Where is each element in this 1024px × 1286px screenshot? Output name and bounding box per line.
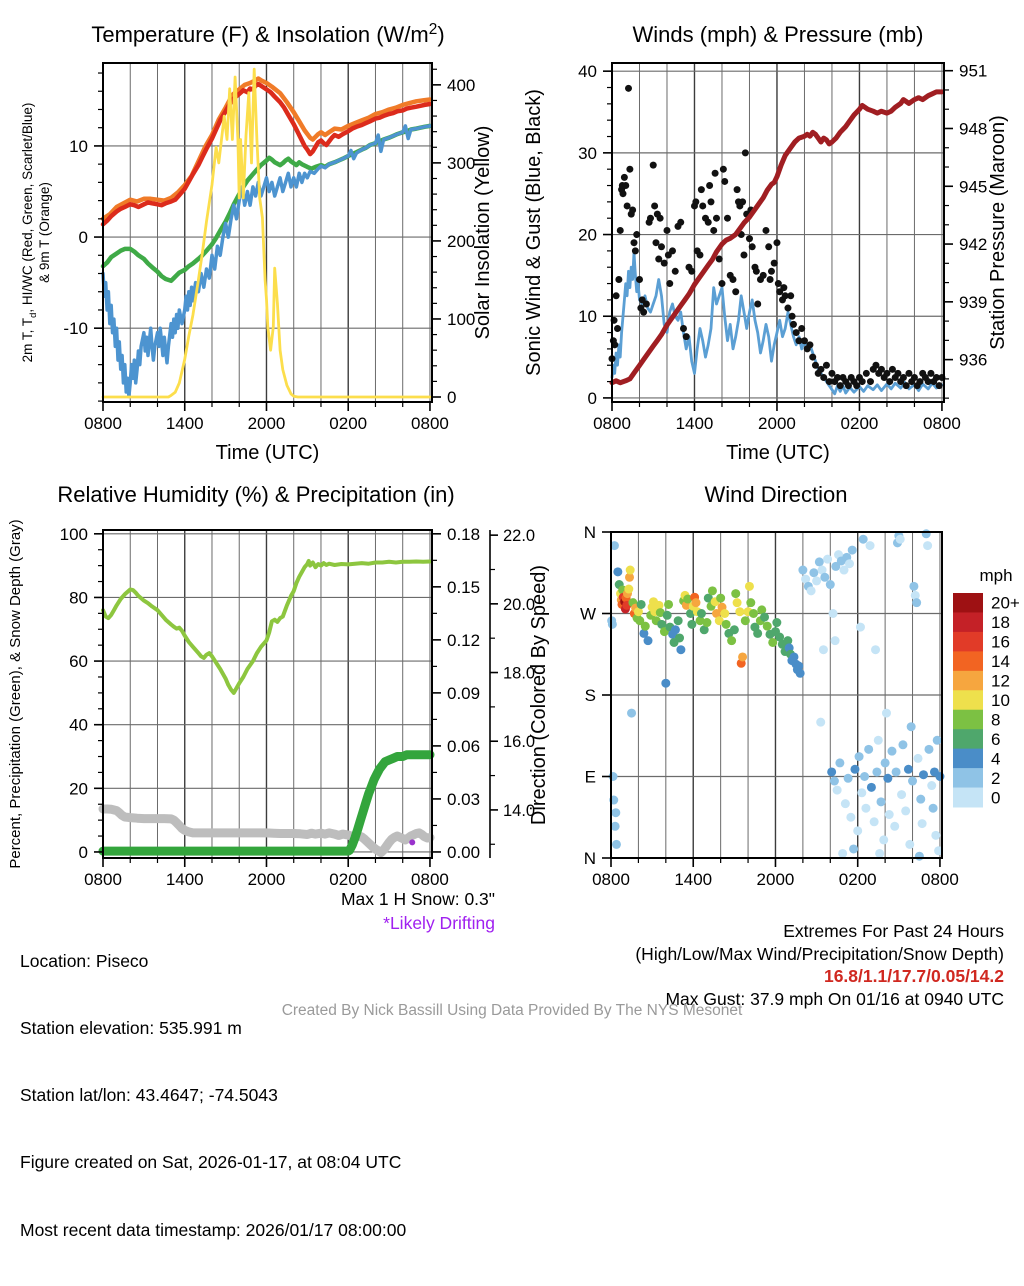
svg-text:948: 948 <box>959 119 988 139</box>
svg-text:18: 18 <box>991 613 1010 633</box>
svg-text:Relative Humidity (%) & Precip: Relative Humidity (%) & Precipitation (in) <box>57 482 455 507</box>
max-snow-label: Max 1 H Snow: 0.3" <box>340 889 495 909</box>
svg-text:0800: 0800 <box>411 870 449 889</box>
svg-text:Winds (mph) & Pressure (mb): Winds (mph) & Pressure (mb) <box>632 22 924 47</box>
extremes-subtitle: (High/Low/Max Wind/Precipitation/Snow Depth) <box>635 943 1004 964</box>
svg-text:Wind Direction: Wind Direction <box>704 482 848 507</box>
svg-text:10: 10 <box>991 691 1010 710</box>
svg-text:0: 0 <box>78 842 88 862</box>
svg-text:N: N <box>583 849 596 868</box>
svg-text:18.0: 18.0 <box>503 664 536 683</box>
svg-text:2: 2 <box>991 768 1001 788</box>
svg-text:12: 12 <box>991 671 1010 691</box>
svg-text:10: 10 <box>69 136 88 156</box>
snow-note <box>200 889 495 934</box>
svg-text:mph: mph <box>979 566 1013 585</box>
svg-text:Time (UTC): Time (UTC) <box>215 442 320 464</box>
svg-text:0.18: 0.18 <box>447 524 481 544</box>
svg-text:4: 4 <box>991 749 1001 769</box>
svg-text:2m T, Td, HI/WC (Red, Green, S: 2m T, $T_d$, HI/WC (Red, Green, Scarlet/Blue) <box>20 102 39 363</box>
svg-text:6: 6 <box>991 729 1001 749</box>
likely-drifting-label: *Likely Drifting <box>383 913 495 933</box>
svg-text:0800: 0800 <box>84 414 122 433</box>
svg-text:Temperature (F) & Insolation (: Temperature (F) & Insolation $(W/m^2)$ <box>91 21 445 47</box>
svg-text:2000: 2000 <box>756 870 795 889</box>
max-gust: Max Gust: 37.9 mph On 01/16 at 0940 UTC <box>665 988 1004 1009</box>
svg-text:20: 20 <box>578 225 597 245</box>
svg-text:Solar Insolation (Yellow): Solar Insolation (Yellow) <box>472 125 494 340</box>
extremes-summary <box>635 920 1004 1010</box>
temperature-insolation-chart <box>0 0 512 468</box>
svg-text:40: 40 <box>69 715 88 735</box>
svg-text:936: 936 <box>959 350 988 370</box>
svg-text:0.15: 0.15 <box>447 577 481 597</box>
credit-footer: Created By Nick Bassill Using Data Provided By The NYS Mesonet <box>281 1002 743 1019</box>
svg-text:0800: 0800 <box>84 870 122 889</box>
extremes-title: Extremes For Past 24 Hours <box>783 921 1004 941</box>
svg-text:60: 60 <box>69 652 88 672</box>
svg-text:942: 942 <box>959 235 988 255</box>
svg-text:0800: 0800 <box>411 414 449 433</box>
svg-text:0800: 0800 <box>593 414 631 433</box>
svg-text:200: 200 <box>447 231 476 251</box>
svg-text:0.06: 0.06 <box>447 736 481 756</box>
svg-text:400: 400 <box>447 75 476 95</box>
svg-text:0200: 0200 <box>329 414 368 433</box>
svg-text:0.03: 0.03 <box>447 789 481 809</box>
svg-text:0200: 0200 <box>840 414 879 433</box>
svg-text:20.0: 20.0 <box>503 595 536 614</box>
station-info <box>20 905 406 1286</box>
svg-text:20+: 20+ <box>991 593 1020 613</box>
humidity-precipitation-chart <box>0 468 536 900</box>
extremes-values: 16.8/1.1/17.7/0.05/14.2 <box>823 966 1004 987</box>
svg-text:S: S <box>584 686 596 705</box>
svg-text:1400: 1400 <box>165 414 204 433</box>
svg-text:22.0: 22.0 <box>503 527 536 546</box>
svg-text:& 9m T (Orange): & 9m T (Orange) <box>37 182 52 283</box>
svg-text:16.0: 16.0 <box>503 733 536 752</box>
svg-text:20: 20 <box>69 779 88 799</box>
svg-text:1400: 1400 <box>165 870 204 889</box>
svg-text:Station Pressure (Maroon): Station Pressure (Maroon) <box>987 115 1009 350</box>
svg-text:1400: 1400 <box>674 870 713 889</box>
svg-text:0: 0 <box>587 388 597 408</box>
data-timestamp: Most recent data timestamp: 2026/01/17 08:00:00 <box>20 1219 407 1240</box>
svg-text:945: 945 <box>959 177 988 197</box>
svg-text:80: 80 <box>69 588 88 608</box>
svg-text:14: 14 <box>991 652 1010 672</box>
svg-text:2000: 2000 <box>758 414 796 433</box>
svg-text:951: 951 <box>959 61 988 81</box>
svg-text:1400: 1400 <box>675 414 714 433</box>
svg-text:939: 939 <box>959 292 988 312</box>
svg-text:0800: 0800 <box>923 414 961 433</box>
svg-text:N: N <box>583 523 596 542</box>
svg-text:0: 0 <box>991 788 1001 808</box>
figure-created: Figure created on Sat, 2026-01-17, at 08:04 UTC <box>20 1152 402 1173</box>
svg-text:300: 300 <box>447 153 476 173</box>
winds-pressure-chart <box>512 0 1024 468</box>
svg-text:-10: -10 <box>63 319 88 339</box>
svg-text:0.09: 0.09 <box>447 683 481 703</box>
svg-text:Sonic Wind & Gust (Blue, Black: Sonic Wind & Gust (Blue, Black) <box>523 89 545 376</box>
svg-text:10: 10 <box>578 307 597 327</box>
svg-text:E: E <box>584 767 596 787</box>
svg-text:40: 40 <box>578 62 597 82</box>
svg-text:100: 100 <box>447 309 476 329</box>
svg-text:Direction (Colored By Speed): Direction (Colored By Speed) <box>528 564 550 826</box>
svg-text:0: 0 <box>78 228 88 248</box>
svg-text:0200: 0200 <box>838 870 877 889</box>
svg-text:Time (UTC): Time (UTC) <box>726 442 830 464</box>
svg-text:0.00: 0.00 <box>447 842 481 862</box>
svg-text:0800: 0800 <box>592 870 630 889</box>
svg-text:14.0: 14.0 <box>503 801 536 820</box>
svg-text:0800: 0800 <box>921 870 959 889</box>
station-latlon: Station lat/lon: 43.4647; -74.5043 <box>20 1085 278 1106</box>
svg-text:0.12: 0.12 <box>447 630 481 650</box>
svg-text:30: 30 <box>578 143 597 163</box>
svg-text:2000: 2000 <box>247 870 286 889</box>
wind-direction-chart <box>512 468 1024 900</box>
svg-text:100: 100 <box>59 524 88 544</box>
svg-text:W: W <box>579 604 596 624</box>
station-location: Location: Piseco <box>20 950 149 971</box>
svg-text:2000: 2000 <box>247 414 286 433</box>
svg-text:0200: 0200 <box>329 870 368 889</box>
svg-text:Percent, Precipitation (Green): Percent, Precipitation (Green), & Snow Depth (Gray) <box>7 519 24 869</box>
svg-text:16: 16 <box>991 632 1010 652</box>
svg-text:0: 0 <box>447 388 457 408</box>
station-elevation: Station elevation: 535.991 m <box>20 1018 242 1039</box>
svg-text:8: 8 <box>991 710 1001 730</box>
